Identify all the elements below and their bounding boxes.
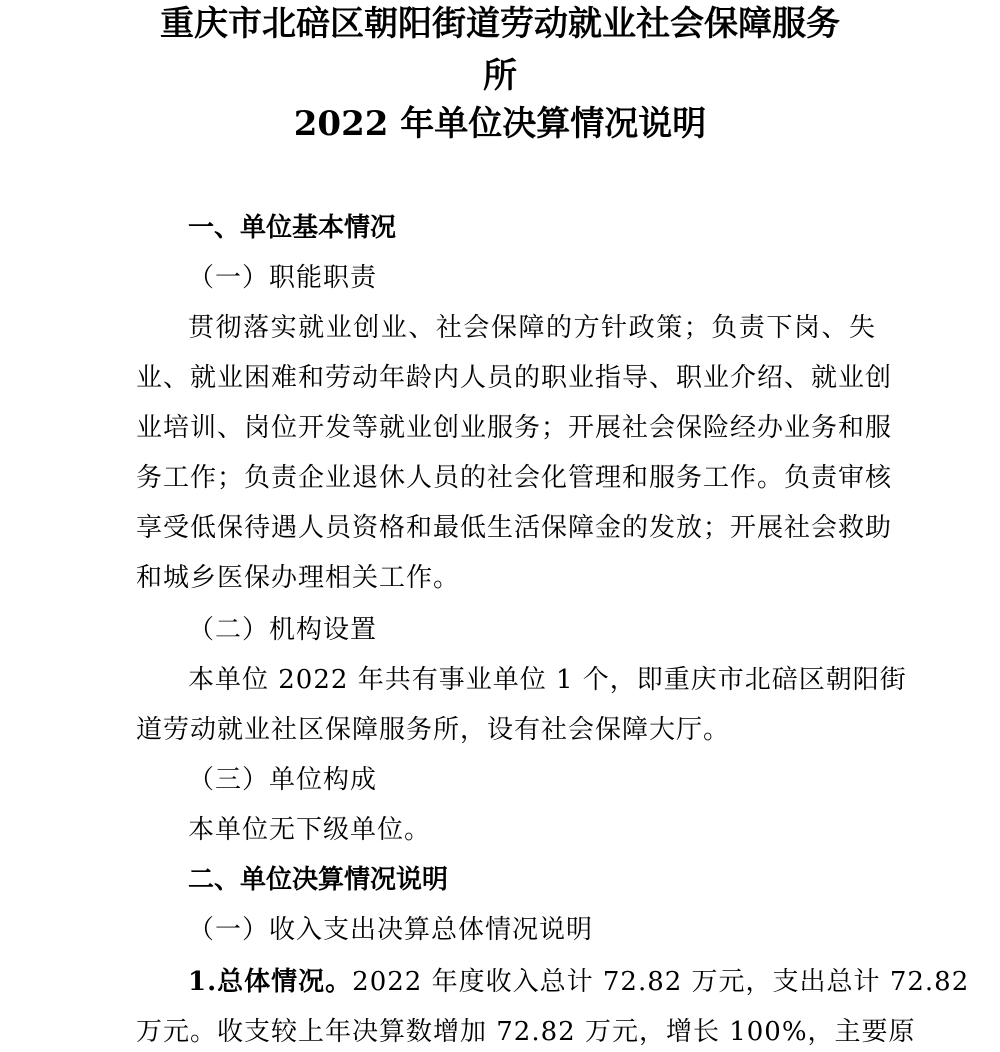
document-title-line-1: 重庆市北碚区朝阳街道劳动就业社会保障服务 — [160, 4, 840, 44]
paragraph-lead: 1.总体情况。 — [188, 967, 353, 997]
paragraph-text: 2022 年度收入总计 72.82 万元，支出总计 72.82 — [352, 967, 970, 997]
paragraph-line: 业培训、岗位开发等就业创业服务；开展社会保险经办业务和服 — [136, 413, 893, 443]
paragraph-line: 和城乡医保办理相关工作。 — [136, 563, 461, 593]
paragraph-line: 本单位 2022 年共有事业单位 1 个，即重庆市北碚区朝阳街 — [188, 665, 907, 695]
paragraph-line: 道劳动就业社区保障服务所，设有社会保障大厅。 — [136, 715, 731, 745]
subsection-1-2-heading: （二）机构设置 — [188, 615, 378, 645]
paragraph-line: 享受低保待遇人员资格和最低生活保障金的发放；开展社会救助 — [136, 513, 893, 543]
subsection-2-1-heading: （一）收入支出决算总体情况说明 — [188, 915, 594, 945]
paragraph-line: 本单位无下级单位。 — [188, 815, 432, 845]
subsection-1-3-heading: （三）单位构成 — [188, 765, 378, 795]
section-2-heading: 二、单位决算情况说明 — [188, 865, 449, 895]
document-title-line-3: 2022 年单位决算情况说明 — [293, 104, 707, 144]
document-title-line-2: 所 — [483, 56, 517, 96]
paragraph-line — [188, 966, 970, 998]
paragraph-line: 万元。收支较上年决算数增加 72.82 万元，增长 100%，主要原 — [136, 1017, 916, 1047]
paragraph-line: 务工作；负责企业退休人员的社会化管理和服务工作。负责审核 — [136, 463, 893, 493]
paragraph-line: 业、就业困难和劳动年龄内人员的职业指导、职业介绍、就业创 — [136, 363, 893, 393]
paragraph-line: 贯彻落实就业创业、社会保障的方针政策；负责下岗、失 — [188, 313, 876, 343]
section-1-heading: 一、单位基本情况 — [188, 213, 397, 243]
subsection-1-1-heading: （一）职能职责 — [188, 263, 378, 293]
